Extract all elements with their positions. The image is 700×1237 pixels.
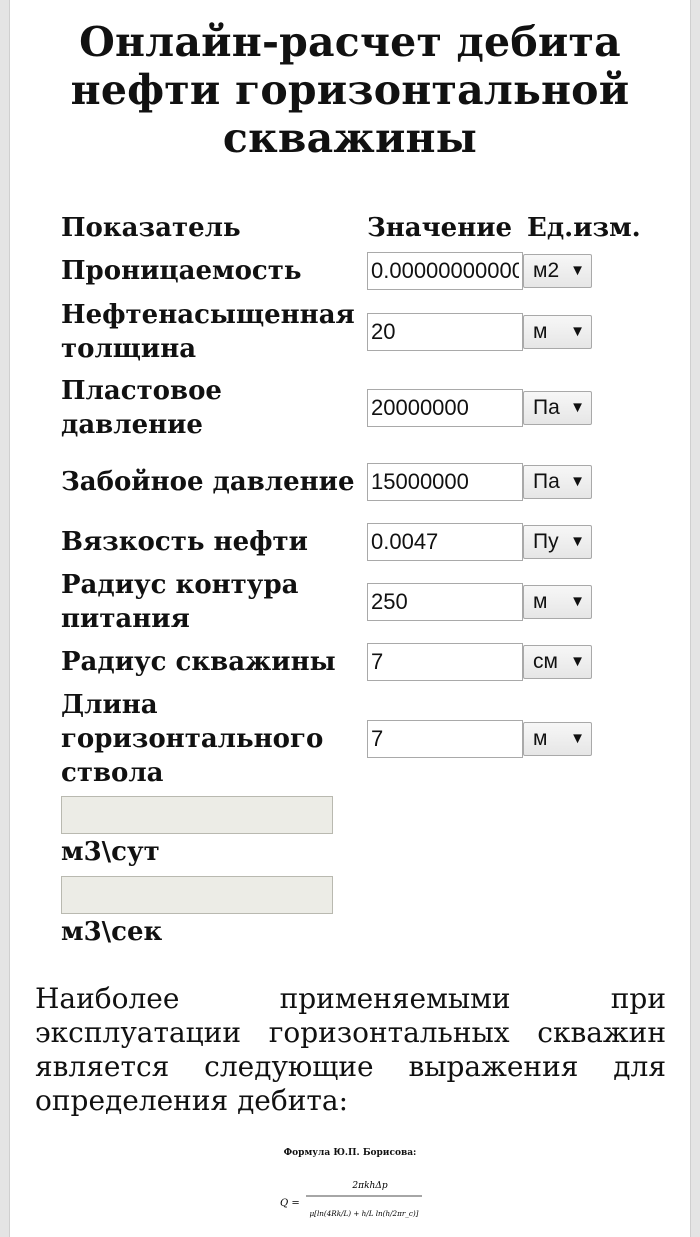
page-title-line-2: нефти горизонтальной <box>70 66 630 114</box>
daily-rate-unit: м3\сут <box>61 837 160 867</box>
unit-select-value: см <box>533 650 558 673</box>
formula-numerator: 2πkhΔp <box>352 1181 388 1191</box>
column-header-parameter: Показатель <box>61 213 241 243</box>
calculator-table <box>61 207 641 793</box>
unit-select-value: м2 <box>533 259 560 282</box>
unit-select-value: Па <box>533 396 560 419</box>
horizontal-length-unit-select[interactable] <box>523 722 592 756</box>
table-row <box>61 371 641 445</box>
dropdown-arrow-icon: ▼ <box>570 473 585 490</box>
formula-title: Формула Ю.П. Борисова: <box>283 1148 417 1158</box>
table-row <box>61 639 641 685</box>
page-title-line-1: Онлайн-расчет дебита <box>79 18 621 66</box>
dropdown-arrow-icon: ▼ <box>570 323 585 340</box>
table-row <box>61 565 641 639</box>
formula-lhs: Q = <box>280 1198 300 1209</box>
bottomhole-pressure-unit-select[interactable] <box>523 465 592 499</box>
dropdown-arrow-icon: ▼ <box>570 593 585 610</box>
row-label: Забойное давление <box>61 467 355 497</box>
borisov-formula <box>270 1148 430 1234</box>
page-right-edge <box>690 0 700 1237</box>
permeability-unit-select[interactable] <box>523 254 592 288</box>
page-title-line-3: скважины <box>222 114 478 162</box>
reservoir-pressure-unit-select[interactable] <box>523 391 592 425</box>
description-paragraph: Наиболее применяемыми при эксплуатации горизонтальных скважин является следующие выражения для определения дебита: <box>35 982 666 1117</box>
oil-thickness-input[interactable] <box>367 313 523 351</box>
daily-rate-output[interactable] <box>61 796 333 834</box>
formula-image <box>270 1164 430 1234</box>
table-row <box>61 519 641 565</box>
column-header-unit: Ед.изм. <box>527 213 641 243</box>
dropdown-arrow-icon: ▼ <box>570 653 585 670</box>
row-label: Вязкость нефти <box>61 527 308 557</box>
table-row <box>61 293 641 371</box>
dropdown-arrow-icon: ▼ <box>570 533 585 550</box>
table-row <box>61 445 641 519</box>
page-left-edge <box>0 0 10 1237</box>
formula-denominator: μ[ln(4Rk/L) + h/L ln(h/2πr_c)] <box>309 1209 419 1218</box>
unit-select-value: м <box>533 727 548 750</box>
horizontal-length-input[interactable] <box>367 720 523 758</box>
row-label: Пластовое давление <box>61 376 222 440</box>
reservoir-pressure-input[interactable] <box>367 389 523 427</box>
column-header-value: Значение <box>367 213 513 243</box>
row-label: Радиус скважины <box>61 647 336 677</box>
bottomhole-pressure-input[interactable] <box>367 463 523 501</box>
unit-select-value: Па <box>533 470 560 493</box>
table-row <box>61 685 641 793</box>
page-title <box>20 18 680 162</box>
dropdown-arrow-icon: ▼ <box>570 262 585 279</box>
oil-viscosity-input[interactable] <box>367 523 523 561</box>
unit-select-value: м <box>533 590 548 613</box>
oil-thickness-unit-select[interactable] <box>523 315 592 349</box>
per-second-rate-output[interactable] <box>61 876 333 914</box>
row-label: Радиус контура питания <box>61 570 299 634</box>
row-label: Длина горизонтального ствола <box>61 690 324 788</box>
well-radius-input[interactable] <box>367 643 523 681</box>
well-radius-unit-select[interactable] <box>523 645 592 679</box>
unit-select-value: Пу <box>533 530 559 553</box>
drainage-radius-input[interactable] <box>367 583 523 621</box>
unit-select-value: м <box>533 320 548 343</box>
dropdown-arrow-icon: ▼ <box>570 399 585 416</box>
per-second-rate-unit: м3\сек <box>61 917 163 947</box>
row-label: Проницаемость <box>61 256 302 286</box>
row-label: Нефтенасыщенная толщина <box>61 300 355 364</box>
table-row <box>61 249 641 293</box>
permeability-input[interactable] <box>367 252 523 290</box>
table-header-row <box>61 207 641 249</box>
drainage-radius-unit-select[interactable] <box>523 585 592 619</box>
oil-viscosity-unit-select[interactable] <box>523 525 592 559</box>
dropdown-arrow-icon: ▼ <box>570 730 585 747</box>
